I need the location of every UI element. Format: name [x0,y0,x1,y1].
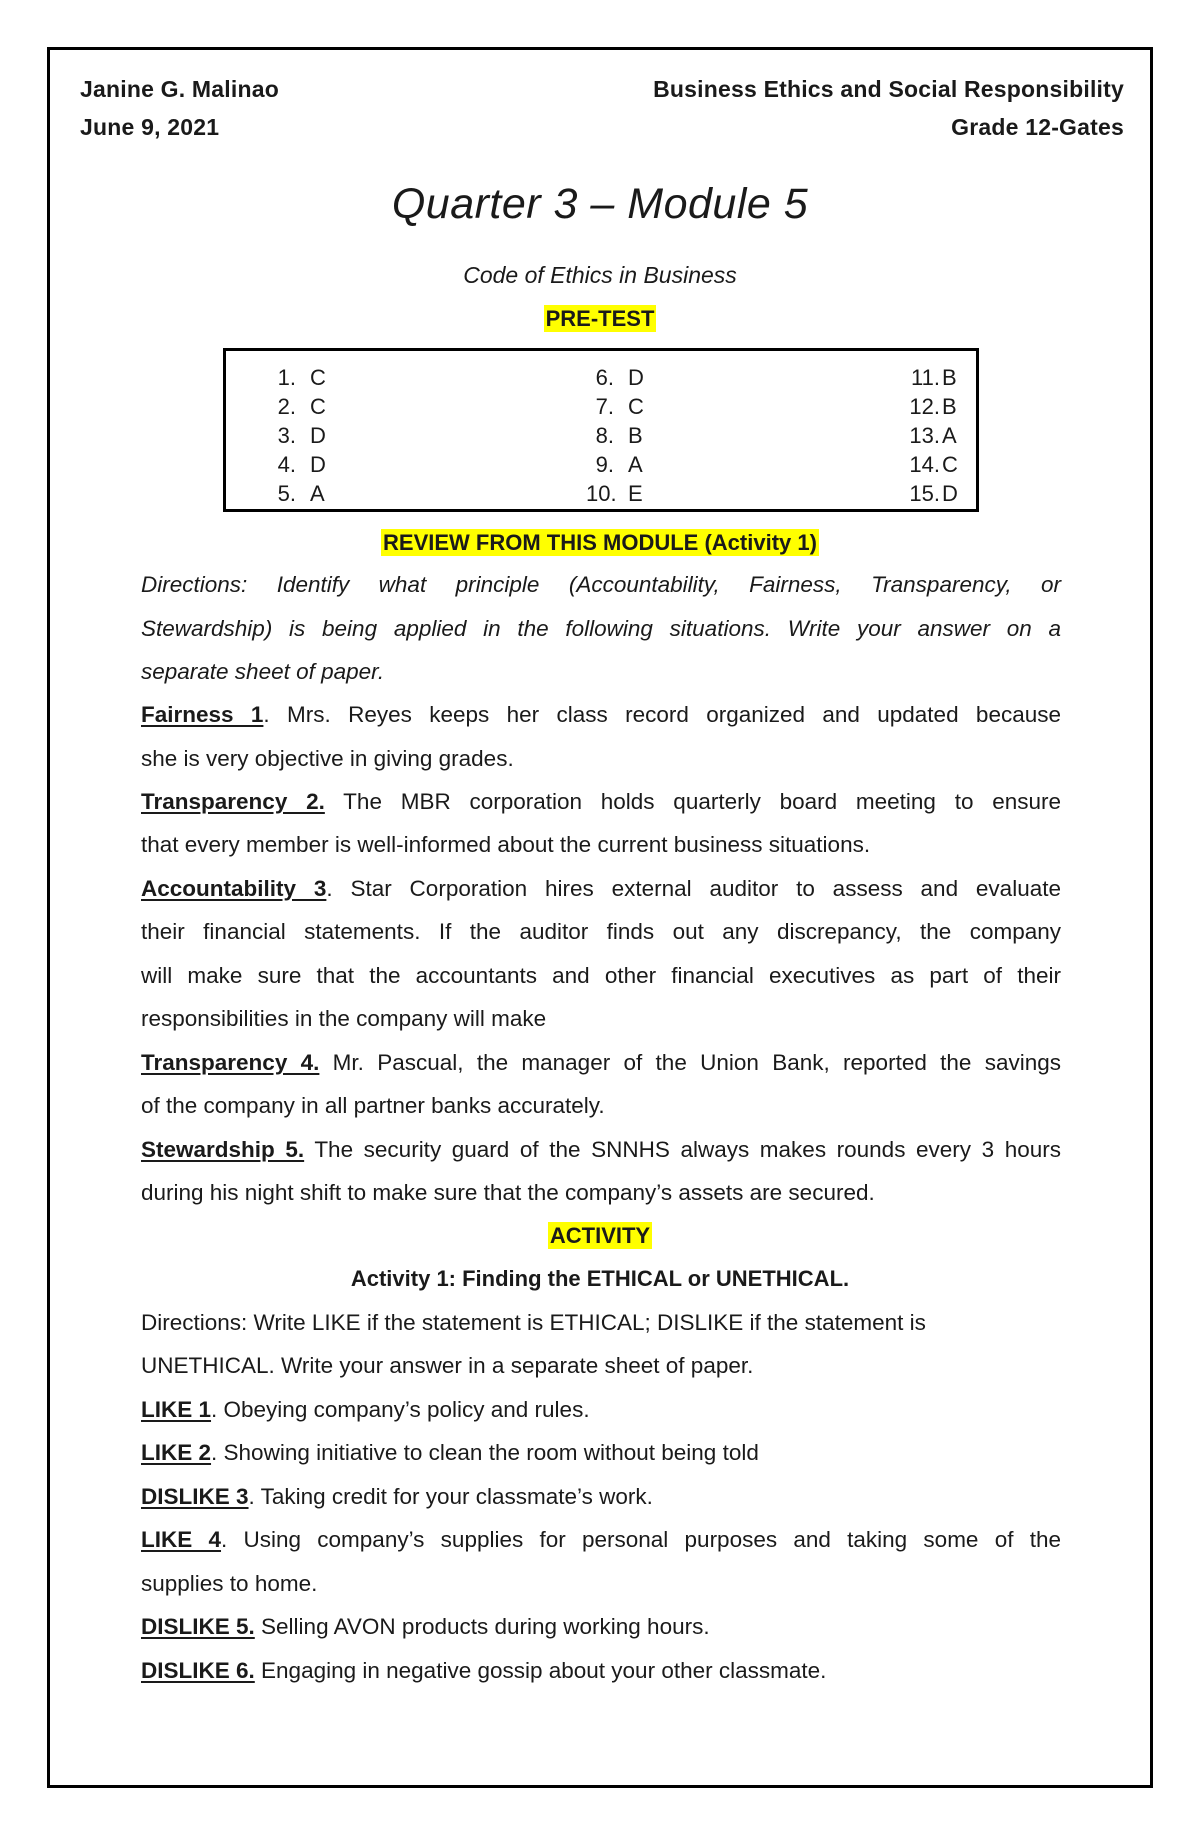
review-directions-line: Stewardship) is being applied in the following situations. Write your answer on a [141,616,1061,641]
answer-label: DISLIKE 6. [141,1658,255,1683]
review-item: Accountability 3. Star Corporation hires external auditor to assess and evaluate [141,876,1061,901]
activity-item: DISLIKE 5. Selling AVON products during working hours. [141,1614,710,1639]
date: June 9, 2021 [80,114,220,140]
page-title: Quarter 3 – Module 5 [391,180,809,228]
answer-column [268,363,326,508]
activity-item: LIKE 4. Using company’s supplies for personal purposes and taking some of the [141,1527,1061,1552]
activity-heading: ACTIVITY [549,1223,651,1248]
answer-item: 12.B [909,394,957,419]
review-item: Transparency 4. Mr. Pascual, the manager of the Union Bank, reported the savings [141,1050,1062,1075]
answer-item: 7. C [595,394,644,419]
answer-item: 4. D [277,452,326,477]
answer-item: 15.D [909,481,958,506]
answer-column [906,363,958,508]
answer-label: DISLIKE 3 [141,1484,249,1509]
review-directions-line: Directions: Identify what principle (Accountability, Fairness, Transparency, or [141,572,1061,597]
pretest-heading: PRE-TEST [545,306,655,331]
answer-column [586,363,644,508]
activity-item-continuation: supplies to home. [141,1571,318,1596]
answer-item: 14.C [909,452,958,477]
activity-item: DISLIKE 3. Taking credit for your classmate’s work. [141,1484,653,1509]
review-item-continuation: responsibilities in the company will make [141,1006,547,1031]
activity-directions-line: UNETHICAL. Write your answer in a separate sheet of paper. [141,1353,754,1378]
review-item-continuation: she is very objective in giving grades. [141,746,514,771]
review-item: Stewardship 5. The security guard of the SNNHS always makes rounds every 3 hours [141,1137,1062,1162]
review-item-continuation: of the company in all partner banks accurately. [141,1093,605,1118]
answer-item: 9. A [595,452,643,477]
review-directions-line: separate sheet of paper. [141,659,385,684]
activity-item: DISLIKE 6. Engaging in negative gossip about your other classmate. [141,1658,827,1683]
answer-item: 1. C [277,365,326,390]
review-item-continuation: will make sure that the accountants and other financial executives as part of their [141,963,1061,988]
subject: Business Ethics and Social Responsibility [653,76,1124,102]
review-item-continuation: during his night shift to make sure that the company’s assets are secured. [141,1180,875,1205]
review-item-continuation: that every member is well-informed about the current business situations. [141,832,871,857]
answer-item: 5. A [277,481,325,506]
answer-label: Transparency 4. [141,1050,320,1075]
review-item: Fairness 1. Mrs. Reyes keeps her class record organized and updated because [141,702,1061,727]
answer-item: 10. E [586,481,643,506]
answer-item: 13.A [909,423,957,448]
answer-item: 3. D [277,423,326,448]
review-item: Transparency 2. The MBR corporation holds quarterly board meeting to ensure [141,789,1062,814]
answer-label: Accountability 3 [141,876,327,901]
activity-subheading: Activity 1: Finding the ETHICAL or UNETHICAL. [350,1266,850,1291]
page-subtitle: Code of Ethics in Business [463,262,737,288]
review-item-continuation: their financial statements. If the auditor finds out any discrepancy, the company [141,919,1061,944]
answer-label: LIKE 1 [141,1397,212,1422]
student-name: Janine G. Malinao [80,76,279,102]
pretest-answer-box [223,348,979,512]
section: Grade 12-Gates [951,114,1124,140]
answer-label: DISLIKE 5. [141,1614,255,1639]
answer-item: 2. C [277,394,326,419]
review-heading: REVIEW FROM THIS MODULE (Activity 1) [383,530,817,555]
answer-item: 11.B [911,365,957,390]
answer-item: 8. B [595,423,643,448]
activity-directions-line: Directions: Write LIKE if the statement is ETHICAL; DISLIKE if the statement is [141,1310,926,1335]
answer-label: Transparency 2. [141,789,325,814]
answer-label: Fairness 1 [141,702,264,727]
activity-item: LIKE 1. Obeying company’s policy and rules. [141,1397,590,1422]
answer-label: LIKE 4 [141,1527,222,1552]
answer-item: 6. D [595,365,644,390]
activity-item: LIKE 2. Showing initiative to clean the room without being told [141,1440,759,1465]
answer-label: LIKE 2 [141,1440,212,1465]
answer-label: Stewardship 5. [141,1137,305,1162]
